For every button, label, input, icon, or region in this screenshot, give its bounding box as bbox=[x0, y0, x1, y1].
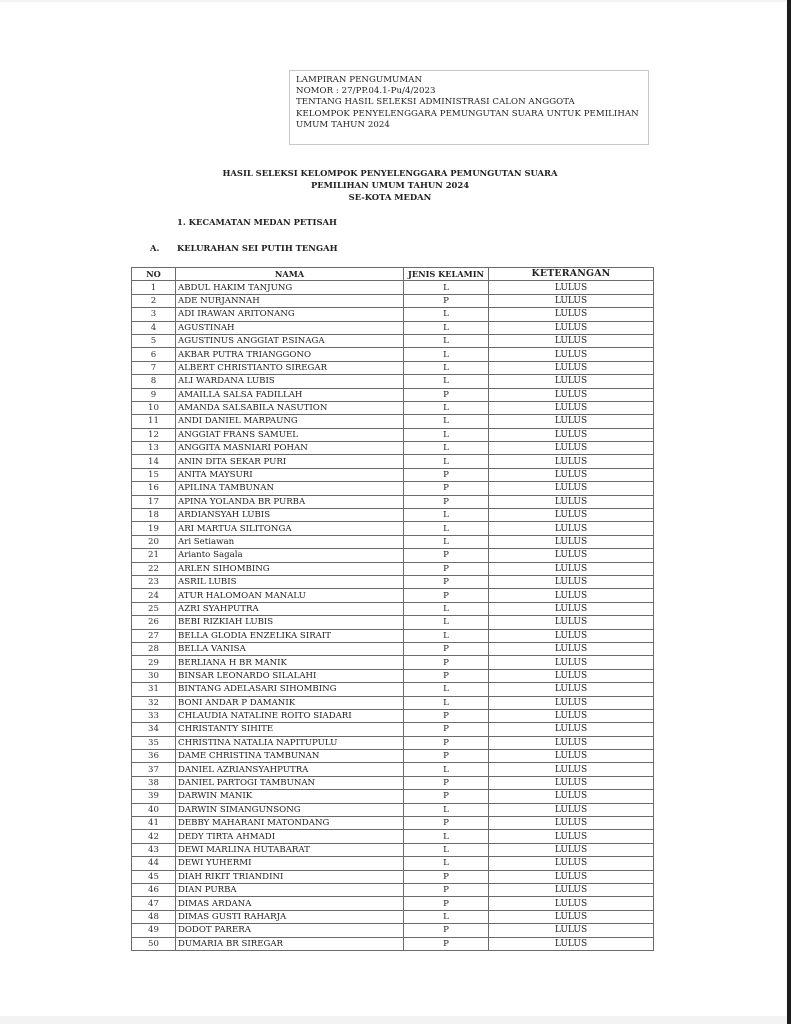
row-status: LULUS bbox=[489, 736, 654, 749]
row-gender: L bbox=[404, 629, 489, 642]
row-status: LULUS bbox=[489, 522, 654, 535]
row-name: DANIEL AZRIANSYAHPUTRA bbox=[176, 763, 404, 776]
row-status: LULUS bbox=[489, 857, 654, 870]
row-gender: P bbox=[404, 736, 489, 749]
row-gender: L bbox=[404, 321, 489, 334]
row-status: LULUS bbox=[489, 428, 654, 441]
row-status: LULUS bbox=[489, 294, 654, 307]
row-gender: P bbox=[404, 495, 489, 508]
table-row bbox=[132, 401, 654, 414]
table-row bbox=[132, 656, 654, 669]
row-number: 15 bbox=[132, 468, 176, 481]
row-name: ANGGITA MASNIARI POHAN bbox=[176, 442, 404, 455]
row-status: LULUS bbox=[489, 509, 654, 522]
row-gender: P bbox=[404, 656, 489, 669]
row-status: LULUS bbox=[489, 776, 654, 789]
table-row bbox=[132, 334, 654, 347]
reference-line: TENTANG HASIL SELEKSI ADMINISTRASI CALON ANGGOTA bbox=[296, 97, 575, 108]
row-gender: L bbox=[404, 308, 489, 321]
row-name: AGUSTINAH bbox=[176, 321, 404, 334]
row-status: LULUS bbox=[489, 910, 654, 923]
table-row bbox=[132, 549, 654, 562]
row-gender: P bbox=[404, 883, 489, 896]
row-gender: L bbox=[404, 442, 489, 455]
row-name: DEBBY MAHARANI MATONDANG bbox=[176, 817, 404, 830]
row-name: DANIEL PARTOGI TAMBUNAN bbox=[176, 776, 404, 789]
row-gender: L bbox=[404, 522, 489, 535]
row-name: DODOT PARERA bbox=[176, 924, 404, 937]
row-number: 3 bbox=[132, 308, 176, 321]
row-number: 28 bbox=[132, 642, 176, 655]
row-status: LULUS bbox=[489, 629, 654, 642]
row-name: ADE NURJANNAH bbox=[176, 294, 404, 307]
row-status: LULUS bbox=[489, 924, 654, 937]
table-header-row bbox=[132, 268, 654, 281]
row-number: 14 bbox=[132, 455, 176, 468]
row-status: LULUS bbox=[489, 750, 654, 763]
row-status: LULUS bbox=[489, 482, 654, 495]
row-name: BELLA GLODIA ENZELIKA SIRAIT bbox=[176, 629, 404, 642]
row-status: LULUS bbox=[489, 308, 654, 321]
document-page bbox=[0, 2, 786, 1016]
table-row bbox=[132, 308, 654, 321]
results-table bbox=[131, 267, 654, 951]
row-number: 30 bbox=[132, 669, 176, 682]
row-gender: L bbox=[404, 843, 489, 856]
row-number: 4 bbox=[132, 321, 176, 334]
table-row bbox=[132, 642, 654, 655]
row-name: ANIN DITA SEKAR PURI bbox=[176, 455, 404, 468]
table-row bbox=[132, 750, 654, 763]
row-number: 19 bbox=[132, 522, 176, 535]
row-number: 5 bbox=[132, 334, 176, 347]
row-status: LULUS bbox=[489, 602, 654, 615]
row-number: 21 bbox=[132, 549, 176, 562]
row-name: BELLA VANISA bbox=[176, 642, 404, 655]
row-name: CHLAUDIA NATALINE ROITO SIADARI bbox=[176, 709, 404, 722]
table-row bbox=[132, 575, 654, 588]
row-number: 49 bbox=[132, 924, 176, 937]
row-number: 24 bbox=[132, 589, 176, 602]
row-number: 40 bbox=[132, 803, 176, 816]
row-gender: L bbox=[404, 683, 489, 696]
row-gender: L bbox=[404, 616, 489, 629]
row-status: LULUS bbox=[489, 937, 654, 950]
row-name: DAME CHRISTINA TAMBUNAN bbox=[176, 750, 404, 763]
row-status: LULUS bbox=[489, 468, 654, 481]
row-gender: L bbox=[404, 857, 489, 870]
row-gender: P bbox=[404, 709, 489, 722]
kelurahan-heading: KELURAHAN SEI PUTIH TENGAH bbox=[177, 243, 338, 253]
row-name: AMANDA SALSABILA NASUTION bbox=[176, 401, 404, 414]
row-name: AGUSTINUS ANGGIAT P.SINAGA bbox=[176, 334, 404, 347]
row-gender: P bbox=[404, 388, 489, 401]
table-row bbox=[132, 830, 654, 843]
row-gender: L bbox=[404, 281, 489, 294]
row-gender: P bbox=[404, 575, 489, 588]
row-status: LULUS bbox=[489, 361, 654, 374]
row-status: LULUS bbox=[489, 656, 654, 669]
table-row bbox=[132, 763, 654, 776]
row-status: LULUS bbox=[489, 683, 654, 696]
row-status: LULUS bbox=[489, 415, 654, 428]
table-row bbox=[132, 683, 654, 696]
row-gender: L bbox=[404, 348, 489, 361]
row-status: LULUS bbox=[489, 696, 654, 709]
table-row bbox=[132, 883, 654, 896]
table-row bbox=[132, 602, 654, 615]
table-row bbox=[132, 375, 654, 388]
table-row bbox=[132, 281, 654, 294]
table-row bbox=[132, 361, 654, 374]
row-gender: P bbox=[404, 294, 489, 307]
row-number: 18 bbox=[132, 509, 176, 522]
table-row bbox=[132, 388, 654, 401]
document-title bbox=[150, 167, 630, 203]
table-row bbox=[132, 723, 654, 736]
row-number: 6 bbox=[132, 348, 176, 361]
row-gender: L bbox=[404, 361, 489, 374]
row-status: LULUS bbox=[489, 843, 654, 856]
row-number: 27 bbox=[132, 629, 176, 642]
row-number: 11 bbox=[132, 415, 176, 428]
row-status: LULUS bbox=[489, 535, 654, 548]
row-gender: L bbox=[404, 696, 489, 709]
row-status: LULUS bbox=[489, 897, 654, 910]
row-number: 33 bbox=[132, 709, 176, 722]
reference-line: KELOMPOK PENYELENGGARA PEMUNGUTAN SUARA UNTUK PEMILIHAN bbox=[296, 108, 639, 119]
row-status: LULUS bbox=[489, 334, 654, 347]
table-row bbox=[132, 616, 654, 629]
table-row bbox=[132, 857, 654, 870]
row-gender: L bbox=[404, 602, 489, 615]
announcement-reference-box bbox=[289, 70, 649, 145]
row-status: LULUS bbox=[489, 830, 654, 843]
row-gender: P bbox=[404, 817, 489, 830]
row-number: 8 bbox=[132, 375, 176, 388]
table-row bbox=[132, 415, 654, 428]
table-row bbox=[132, 776, 654, 789]
row-gender: L bbox=[404, 375, 489, 388]
row-name: DEWI YUHERMI bbox=[176, 857, 404, 870]
row-number: 42 bbox=[132, 830, 176, 843]
row-gender: L bbox=[404, 763, 489, 776]
table-body bbox=[132, 281, 654, 951]
table-row bbox=[132, 803, 654, 816]
row-status: LULUS bbox=[489, 669, 654, 682]
row-gender: P bbox=[404, 937, 489, 950]
table-row bbox=[132, 442, 654, 455]
row-number: 1 bbox=[132, 281, 176, 294]
row-number: 17 bbox=[132, 495, 176, 508]
reference-line: NOMOR : 27/PP.04.1-Pu/4/2023 bbox=[296, 86, 436, 97]
header-no: NO bbox=[132, 268, 176, 281]
row-name: ALI WARDANA LUBIS bbox=[176, 375, 404, 388]
row-name: DARWIN SIMANGUNSONG bbox=[176, 803, 404, 816]
table-row bbox=[132, 562, 654, 575]
table-row bbox=[132, 455, 654, 468]
row-gender: P bbox=[404, 750, 489, 763]
row-number: 10 bbox=[132, 401, 176, 414]
screen-edge bbox=[787, 0, 791, 1024]
row-gender: P bbox=[404, 642, 489, 655]
table-row bbox=[132, 522, 654, 535]
row-status: LULUS bbox=[489, 388, 654, 401]
row-name: DIAN PURBA bbox=[176, 883, 404, 896]
row-name: BEBI RIZKIAH LUBIS bbox=[176, 616, 404, 629]
row-name: BONI ANDAR P DAMANIK bbox=[176, 696, 404, 709]
row-number: 23 bbox=[132, 575, 176, 588]
row-name: ANITA MAYSURI bbox=[176, 468, 404, 481]
table-row bbox=[132, 870, 654, 883]
row-status: LULUS bbox=[489, 375, 654, 388]
row-gender: L bbox=[404, 803, 489, 816]
row-status: LULUS bbox=[489, 817, 654, 830]
row-status: LULUS bbox=[489, 709, 654, 722]
row-number: 36 bbox=[132, 750, 176, 763]
row-status: LULUS bbox=[489, 348, 654, 361]
row-number: 25 bbox=[132, 602, 176, 615]
table-row bbox=[132, 428, 654, 441]
row-gender: P bbox=[404, 669, 489, 682]
row-gender: P bbox=[404, 790, 489, 803]
row-status: LULUS bbox=[489, 401, 654, 414]
row-gender: L bbox=[404, 455, 489, 468]
row-number: 13 bbox=[132, 442, 176, 455]
row-gender: L bbox=[404, 830, 489, 843]
table-row bbox=[132, 897, 654, 910]
row-number: 39 bbox=[132, 790, 176, 803]
row-number: 12 bbox=[132, 428, 176, 441]
table-row bbox=[132, 321, 654, 334]
row-name: ASRIL LUBIS bbox=[176, 575, 404, 588]
row-status: LULUS bbox=[489, 589, 654, 602]
row-status: LULUS bbox=[489, 883, 654, 896]
header-nama: NAMA bbox=[176, 268, 404, 281]
table-row bbox=[132, 790, 654, 803]
row-name: DARWIN MANIK bbox=[176, 790, 404, 803]
row-name: DIAH RIKIT TRIANDINI bbox=[176, 870, 404, 883]
kecamatan-heading: 1. KECAMATAN MEDAN PETISAH bbox=[177, 217, 337, 227]
row-name: AZRI SYAHPUTRA bbox=[176, 602, 404, 615]
row-name: Arianto Sagala bbox=[176, 549, 404, 562]
row-gender: P bbox=[404, 723, 489, 736]
row-gender: L bbox=[404, 415, 489, 428]
row-number: 34 bbox=[132, 723, 176, 736]
row-name: DUMARIA BR SIREGAR bbox=[176, 937, 404, 950]
row-gender: P bbox=[404, 870, 489, 883]
row-gender: P bbox=[404, 589, 489, 602]
row-status: LULUS bbox=[489, 321, 654, 334]
title-line-1: HASIL SELEKSI KELOMPOK PENYELENGGARA PEMUNGUTAN SUARA bbox=[222, 168, 558, 178]
table-row bbox=[132, 669, 654, 682]
row-name: ALBERT CHRISTIANTO SIREGAR bbox=[176, 361, 404, 374]
table-row bbox=[132, 709, 654, 722]
row-name: DEWI MARLINA HUTABARAT bbox=[176, 843, 404, 856]
row-name: BERLIANA H BR MANIK bbox=[176, 656, 404, 669]
row-status: LULUS bbox=[489, 455, 654, 468]
row-number: 44 bbox=[132, 857, 176, 870]
row-name: AMAILLA SALSA FADILLAH bbox=[176, 388, 404, 401]
row-name: ARDIANSYAH LUBIS bbox=[176, 509, 404, 522]
row-gender: P bbox=[404, 897, 489, 910]
row-status: LULUS bbox=[489, 281, 654, 294]
row-name: ATUR HALOMOAN MANALU bbox=[176, 589, 404, 602]
row-number: 46 bbox=[132, 883, 176, 896]
table-row bbox=[132, 509, 654, 522]
row-gender: L bbox=[404, 509, 489, 522]
row-number: 22 bbox=[132, 562, 176, 575]
table-row bbox=[132, 817, 654, 830]
row-number: 2 bbox=[132, 294, 176, 307]
row-status: LULUS bbox=[489, 575, 654, 588]
row-number: 7 bbox=[132, 361, 176, 374]
row-name: Ari Setiawan bbox=[176, 535, 404, 548]
row-number: 20 bbox=[132, 535, 176, 548]
row-name: APINA YOLANDA BR PURBA bbox=[176, 495, 404, 508]
row-number: 50 bbox=[132, 937, 176, 950]
row-name: ANDI DANIEL MARPAUNG bbox=[176, 415, 404, 428]
row-name: APILINA TAMBUNAN bbox=[176, 482, 404, 495]
title-line-3: SE-KOTA MEDAN bbox=[348, 192, 432, 202]
row-number: 29 bbox=[132, 656, 176, 669]
row-name: ADI IRAWAN ARITONANG bbox=[176, 308, 404, 321]
row-status: LULUS bbox=[489, 763, 654, 776]
row-number: 16 bbox=[132, 482, 176, 495]
table-row bbox=[132, 629, 654, 642]
row-name: BINSAR LEONARDO SILALAHI bbox=[176, 669, 404, 682]
table-row bbox=[132, 495, 654, 508]
row-gender: P bbox=[404, 468, 489, 481]
row-number: 38 bbox=[132, 776, 176, 789]
row-gender: P bbox=[404, 776, 489, 789]
row-status: LULUS bbox=[489, 870, 654, 883]
table-row bbox=[132, 937, 654, 950]
kelurahan-letter: A. bbox=[150, 243, 160, 253]
row-number: 45 bbox=[132, 870, 176, 883]
row-name: ANGGIAT FRANS SAMUEL bbox=[176, 428, 404, 441]
row-gender: P bbox=[404, 924, 489, 937]
row-number: 48 bbox=[132, 910, 176, 923]
reference-line: UMUM TAHUN 2024 bbox=[296, 119, 390, 130]
row-status: LULUS bbox=[489, 642, 654, 655]
table-row bbox=[132, 696, 654, 709]
table-row bbox=[132, 294, 654, 307]
title-line-2: PEMILIHAN UMUM TAHUN 2024 bbox=[310, 180, 470, 190]
header-keterangan: KETERANGAN bbox=[489, 268, 654, 281]
row-number: 35 bbox=[132, 736, 176, 749]
row-number: 31 bbox=[132, 683, 176, 696]
row-gender: L bbox=[404, 535, 489, 548]
row-name: CHRISTINA NATALIA NAPITUPULU bbox=[176, 736, 404, 749]
table-row bbox=[132, 535, 654, 548]
header-jenis-kelamin: JENIS KELAMIN bbox=[404, 268, 489, 281]
row-number: 37 bbox=[132, 763, 176, 776]
row-name: BINTANG ADELASARI SIHOMBING bbox=[176, 683, 404, 696]
row-name: DEDY TIRTA AHMADI bbox=[176, 830, 404, 843]
row-status: LULUS bbox=[489, 442, 654, 455]
row-name: CHRISTANTY SIHITE bbox=[176, 723, 404, 736]
row-name: DIMAS ARDANA bbox=[176, 897, 404, 910]
row-gender: L bbox=[404, 428, 489, 441]
row-number: 26 bbox=[132, 616, 176, 629]
table-row bbox=[132, 910, 654, 923]
table-row bbox=[132, 924, 654, 937]
row-name: DIMAS GUSTI RAHARJA bbox=[176, 910, 404, 923]
row-gender: L bbox=[404, 910, 489, 923]
row-name: ARI MARTUA SILITONGA bbox=[176, 522, 404, 535]
table-row bbox=[132, 589, 654, 602]
row-gender: P bbox=[404, 482, 489, 495]
row-status: LULUS bbox=[489, 562, 654, 575]
row-number: 47 bbox=[132, 897, 176, 910]
row-gender: L bbox=[404, 334, 489, 347]
reference-line: LAMPIRAN PENGUMUMAN bbox=[296, 75, 423, 85]
row-number: 43 bbox=[132, 843, 176, 856]
row-number: 41 bbox=[132, 817, 176, 830]
row-name: AKBAR PUTRA TRIANGGONO bbox=[176, 348, 404, 361]
row-gender: P bbox=[404, 549, 489, 562]
row-name: ARLEN SIHOMBING bbox=[176, 562, 404, 575]
row-status: LULUS bbox=[489, 790, 654, 803]
row-status: LULUS bbox=[489, 616, 654, 629]
row-gender: P bbox=[404, 562, 489, 575]
table-row bbox=[132, 736, 654, 749]
row-status: LULUS bbox=[489, 723, 654, 736]
row-status: LULUS bbox=[489, 803, 654, 816]
table-row bbox=[132, 468, 654, 481]
table-row bbox=[132, 348, 654, 361]
row-gender: L bbox=[404, 401, 489, 414]
row-number: 32 bbox=[132, 696, 176, 709]
row-status: LULUS bbox=[489, 549, 654, 562]
row-number: 9 bbox=[132, 388, 176, 401]
table-row bbox=[132, 843, 654, 856]
row-status: LULUS bbox=[489, 495, 654, 508]
table-row bbox=[132, 482, 654, 495]
row-name: ABDUL HAKIM TANJUNG bbox=[176, 281, 404, 294]
